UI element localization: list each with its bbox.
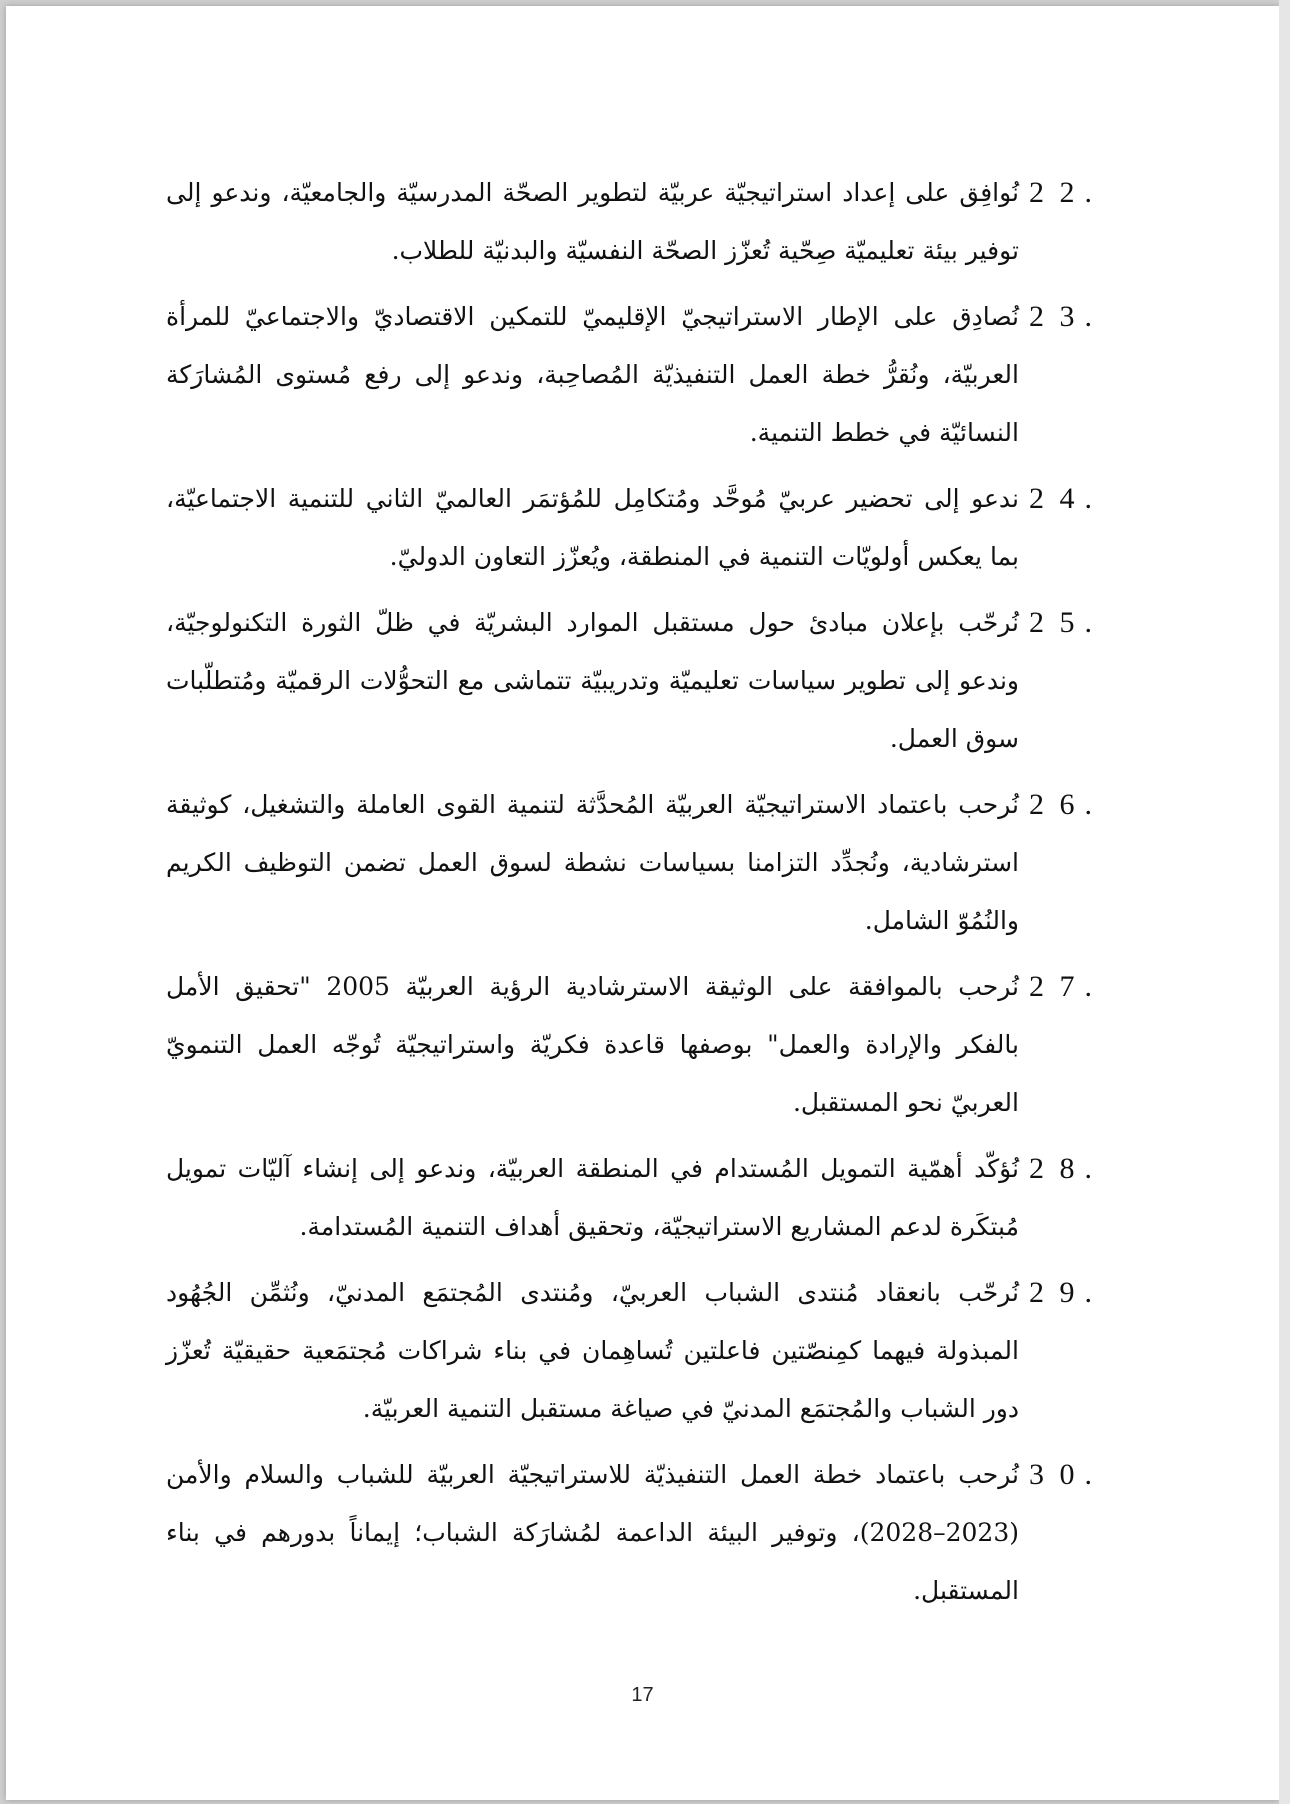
item-number: 2 6 . [1029, 788, 1096, 821]
item-text: نُرحّب بإعلان مبادئ حول مستقبل الموارد البشريّة في ظلّ الثورة التكنولوجيّة، وندعو إلى تطوير سياسات تعليميّة وتدريبيّة تتماشى مع التحوُّلات الرقميّة ومُتطلّبات سوق العمل. [166, 608, 1019, 753]
item-number: 3 0 . [1029, 1458, 1096, 1491]
item-text: نُرحب باعتماد الاستراتيجيّة العربيّة المُحدَّثة لتنمية القوى العاملة والتشغيل، كوثيقة استرشادية، ونُجدِّد التزامنا بسياسات نشطة لسوق العمل تضمن التوظيف الكريم والنُمُوّ الشامل. [166, 790, 1019, 935]
list-item [166, 164, 1096, 280]
list-item [166, 1140, 1096, 1256]
item-number: 2 3 . [1029, 300, 1096, 333]
item-text: نُوافِق على إعداد استراتيجيّة عربيّة لتطوير الصحّة المدرسيّة والجامعيّة، وندعو إلى توفير بيئة تعليميّة صِحّية تُعزّز الصحّة النفسيّة والبدنيّة للطلاب. [166, 178, 1019, 265]
item-number: 2 2 . [1029, 176, 1096, 209]
item-text: نُؤكّد أهمّية التمويل المُستدام في المنطقة العربيّة، وندعو إلى إنشاء آليّات تمويل مُبتكَرة لدعم المشاريع الاستراتيجيّة، وتحقيق أهداف التنمية المُستدامة. [166, 1154, 1019, 1241]
list-item [166, 1446, 1096, 1620]
list-item [166, 776, 1096, 950]
item-number: 2 9 . [1029, 1276, 1096, 1309]
list-item [166, 594, 1096, 768]
item-text: نُرحب باعتماد خطة العمل التنفيذيّة للاستراتيجيّة العربيّة للشباب والسلام والأمن (2023–2028)، وتوفير البيئة الداعمة لمُشارَكة الشباب؛ إيماناً بدورهم في بناء المستقبل. [166, 1460, 1019, 1605]
document-page [6, 6, 1279, 1800]
list-item [166, 958, 1096, 1132]
viewer-edge [1279, 0, 1290, 1804]
page-number: 17 [631, 1684, 654, 1706]
list-item [166, 288, 1096, 462]
item-text: نُصادِق على الإطار الاستراتيجيّ الإقليميّ للتمكين الاقتصاديّ والاجتماعيّ للمرأة العربيّة، ونُقرُّ خطة العمل التنفيذيّة المُصاحِبة، وندعو إلى رفع مُستوى المُشارَكة النسائيّة في خطط التنمية. [166, 302, 1019, 447]
list-item [166, 470, 1096, 586]
item-text: نُرحب بالموافقة على الوثيقة الاسترشادية الرؤية العربيّة 2005 "تحقيق الأمل بالفكر والإرادة والعمل" بوصفها قاعدة فكريّة واستراتيجيّة تُوجّه العمل التنمويّ العربيّ نحو المستقبل. [166, 972, 1019, 1117]
list-item [166, 1264, 1096, 1438]
item-text: نُرحّب بانعقاد مُنتدى الشباب العربيّ، ومُنتدى المُجتمَع المدنيّ، ونُثمِّن الجُهُود المبذولة فيهما كمِنصّتين فاعلتين تُساهِمان في بناء شراكات مُجتمَعية حقيقيّة تُعزّز دور الشباب والمُجتمَع المدنيّ في صياغة مستقبل التنمية العربيّة. [166, 1278, 1019, 1423]
item-number: 2 8 . [1029, 1152, 1096, 1185]
item-number: 2 5 . [1029, 606, 1096, 639]
item-number: 2 4 . [1029, 482, 1096, 515]
item-text: ندعو إلى تحضير عربيّ مُوحَّد ومُتكامِل للمُؤتمَر العالميّ الثاني للتنمية الاجتماعيّة، بما يعكس أولويّات التنمية في المنطقة، ويُعزّز التعاون الدوليّ. [166, 484, 1019, 571]
item-number: 2 7 . [1029, 970, 1096, 1003]
page-content [166, 164, 1096, 1628]
